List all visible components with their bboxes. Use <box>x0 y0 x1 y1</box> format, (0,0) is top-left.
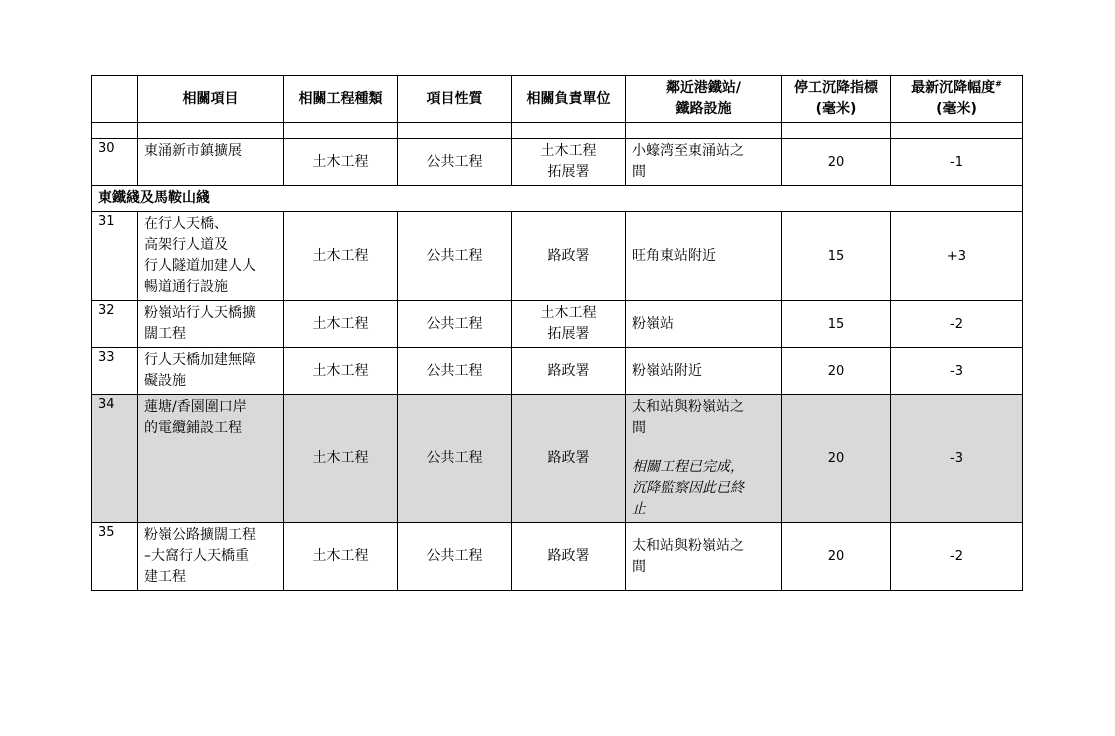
row-item: 蓮塘/香園圍口岸 的電纜鋪設工程 <box>138 395 284 523</box>
row-limit: 15 <box>782 301 891 348</box>
row-station <box>626 395 782 523</box>
row-station: 粉嶺站 <box>626 301 782 348</box>
header-station: 鄰近港鐵站/ 鐵路設施 <box>626 76 782 123</box>
row-item: 東涌新市鎮擴展 <box>138 139 284 186</box>
header-no <box>92 76 138 123</box>
row-latest: -3 <box>891 395 1023 523</box>
spacer-row <box>92 123 1023 139</box>
header-nature: 項目性質 <box>398 76 512 123</box>
row-limit: 20 <box>782 523 891 591</box>
section-row <box>92 186 1023 212</box>
row-nature: 公共工程 <box>398 523 512 591</box>
table-row <box>92 301 1023 348</box>
section-title: 東鐵綫及馬鞍山綫 <box>92 186 1023 212</box>
table-row <box>92 395 1023 523</box>
row-item: 粉嶺公路擴闊工程 –大窩行人天橋重 建工程 <box>138 523 284 591</box>
row-works-type: 土木工程 <box>284 212 398 301</box>
table-row <box>92 212 1023 301</box>
row-works-type: 土木工程 <box>284 348 398 395</box>
row-department: 路政署 <box>512 348 626 395</box>
row-limit: 20 <box>782 348 891 395</box>
header-works-type: 相關工程種類 <box>284 76 398 123</box>
row-department: 路政署 <box>512 212 626 301</box>
row-station-text: 太和站與粉嶺站之 間 <box>632 399 744 436</box>
row-station: 旺角東站附近 <box>626 212 782 301</box>
row-limit: 15 <box>782 212 891 301</box>
row-nature: 公共工程 <box>398 301 512 348</box>
row-number: 31 <box>92 212 138 301</box>
row-latest: -1 <box>891 139 1023 186</box>
row-nature: 公共工程 <box>398 395 512 523</box>
row-latest: -2 <box>891 301 1023 348</box>
table-row <box>92 348 1023 395</box>
header-row <box>92 76 1023 123</box>
row-department: 路政署 <box>512 395 626 523</box>
header-department: 相關負責單位 <box>512 76 626 123</box>
header-latest-mark: # <box>995 79 1002 89</box>
row-works-type: 土木工程 <box>284 523 398 591</box>
header-item: 相關項目 <box>138 76 284 123</box>
settlement-table <box>91 75 1023 591</box>
row-number: 30 <box>92 139 138 186</box>
row-latest: -3 <box>891 348 1023 395</box>
row-station-note: 相關工程已完成， 沉降監察因此已終 止 <box>632 459 744 517</box>
row-department: 路政署 <box>512 523 626 591</box>
row-station: 小蠔湾至東涌站之 間 <box>626 139 782 186</box>
row-latest: +3 <box>891 212 1023 301</box>
row-number: 34 <box>92 395 138 523</box>
row-number: 35 <box>92 523 138 591</box>
row-department: 土木工程 拓展署 <box>512 301 626 348</box>
header-latest-label: 最新沉降幅度 <box>911 80 996 96</box>
row-works-type: 土木工程 <box>284 301 398 348</box>
table-row <box>92 139 1023 186</box>
row-station: 太和站與粉嶺站之 間 <box>626 523 782 591</box>
header-latest-unit: (毫米) <box>936 101 977 117</box>
row-item: 粉嶺站行人天橋擴 闊工程 <box>138 301 284 348</box>
table-row <box>92 523 1023 591</box>
header-limit: 停工沉降指標 (毫米) <box>782 76 891 123</box>
header-latest <box>891 76 1023 123</box>
row-item: 行人天橋加建無障 礙設施 <box>138 348 284 395</box>
row-station: 粉嶺站附近 <box>626 348 782 395</box>
row-nature: 公共工程 <box>398 139 512 186</box>
row-nature: 公共工程 <box>398 212 512 301</box>
row-works-type: 土木工程 <box>284 395 398 523</box>
row-number: 33 <box>92 348 138 395</box>
row-item: 在行人天橋、 高架行人道及 行人隧道加建人人 暢道通行設施 <box>138 212 284 301</box>
row-limit: 20 <box>782 395 891 523</box>
row-latest: -2 <box>891 523 1023 591</box>
row-works-type: 土木工程 <box>284 139 398 186</box>
row-limit: 20 <box>782 139 891 186</box>
row-number: 32 <box>92 301 138 348</box>
row-department: 土木工程 拓展署 <box>512 139 626 186</box>
row-nature: 公共工程 <box>398 348 512 395</box>
